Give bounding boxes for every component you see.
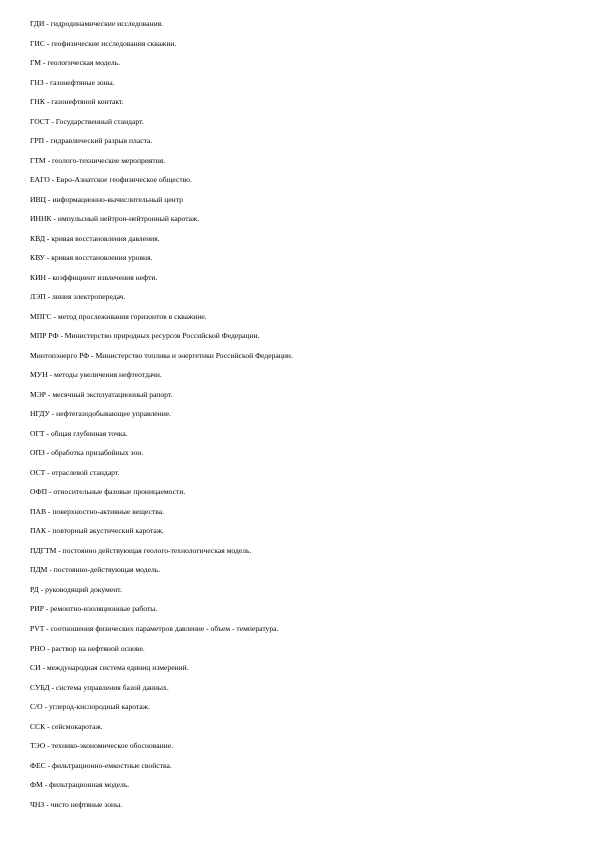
abbreviation-entry: ГНК - газонефтяной контакт. bbox=[30, 97, 124, 107]
abbreviation-entry: ГНЗ - газонефтяные зоны. bbox=[30, 77, 115, 87]
abbreviation-entry: ФМ - фильтрационная модель. bbox=[30, 780, 130, 790]
abbreviation-entry: РИР - ремонтно-изоляционные работы. bbox=[30, 604, 158, 614]
abbreviation-entry: ЕАГО - Евро-Азиатское геофизическое общество. bbox=[30, 175, 192, 185]
abbreviation-entry: МУН - методы увеличения нефтеотдачи. bbox=[30, 370, 162, 380]
abbreviation-entry: СУБД - система управления базой данных. bbox=[30, 682, 169, 692]
abbreviation-entry: ОФП - относительные фазовые проницаемости. bbox=[30, 487, 186, 497]
abbreviation-entry: ЛЭП - линия электропередач. bbox=[30, 292, 126, 302]
abbreviation-entry: ПАВ - поверхностно-активные вещества. bbox=[30, 506, 164, 516]
abbreviation-entry: ССК - сейсмокаротаж. bbox=[30, 721, 103, 731]
abbreviation-entry: КВД - кривая восстановления давления. bbox=[30, 233, 160, 243]
abbreviation-entry: ТЭО - технико-экономическое обоснование. bbox=[30, 741, 173, 751]
abbreviation-list bbox=[30, 17, 575, 817]
abbreviation-entry: ПДМ - постоянно-действующая модель. bbox=[30, 565, 161, 575]
abbreviation-entry: МЭР - месячный эксплуатационный рапорт. bbox=[30, 389, 173, 399]
abbreviation-entry: ГТМ - геолого-технические мероприятия. bbox=[30, 155, 166, 165]
abbreviation-entry: ГДИ - гидродинамические исследования. bbox=[30, 19, 164, 28]
abbreviation-entry: ОГТ - общая глубинная точка. bbox=[30, 428, 128, 438]
abbreviation-entry: КВУ - кривая восстановления уровня. bbox=[30, 253, 153, 263]
abbreviation-entry: МПР РФ - Министерство природных ресурсов Российской Федерации. bbox=[30, 331, 260, 341]
abbreviation-entry: ГМ - геологическая модель. bbox=[30, 58, 121, 68]
abbreviation-entry: КИН - коэффициент извлечения нефти. bbox=[30, 272, 158, 282]
abbreviation-entry: НГДУ - нефтегазодобывающее управление. bbox=[30, 409, 172, 419]
abbreviation-entry: С/О - углерод-кислородный каротаж. bbox=[30, 702, 150, 712]
abbreviation-entry: РНО - раствор на нефтяной основе. bbox=[30, 643, 145, 653]
abbreviation-entry: ФЕС - фильтрационно-емкостные свойства. bbox=[30, 760, 172, 770]
abbreviation-entry: ОПЗ - обработка призабойных зон. bbox=[30, 448, 144, 458]
abbreviation-entry: ЧНЗ - чисто нефтяные зоны. bbox=[30, 799, 123, 809]
abbreviation-entry: ГОСТ - Государственный стандарт. bbox=[30, 116, 144, 126]
abbreviation-entry: РД - руководящий документ. bbox=[30, 584, 122, 594]
abbreviation-entry: МПГС - метод прослеживания горизонтов в скважине. bbox=[30, 311, 207, 321]
abbreviation-entry: ПДГТМ - постоянно действующая геолого-технологическая модель. bbox=[30, 545, 252, 555]
abbreviation-entry: СИ - международная система единиц измерений. bbox=[30, 663, 189, 673]
abbreviation-entry: ПАК - повторный акустический каротаж. bbox=[30, 526, 164, 536]
abbreviation-entry: ИННК - импульсный нейтрон-нейтронный каротаж. bbox=[30, 214, 200, 224]
abbreviation-entry: ГИС - геофизические исследования скважин. bbox=[30, 38, 177, 48]
abbreviation-entry: ГРП - гидравлический разрыв пласта. bbox=[30, 136, 153, 146]
abbreviation-entry: PVT - соотношения физических параметров давление - объем - температура. bbox=[30, 623, 279, 633]
abbreviation-entry: Минтопэнерго РФ - Министерство топлива и энергетики Российской Федерации. bbox=[30, 350, 293, 360]
abbreviation-entry: ИВЦ - информационно-вычислительный центр bbox=[30, 194, 183, 204]
abbreviation-entry: ОСТ - отраслевой стандарт. bbox=[30, 467, 120, 477]
